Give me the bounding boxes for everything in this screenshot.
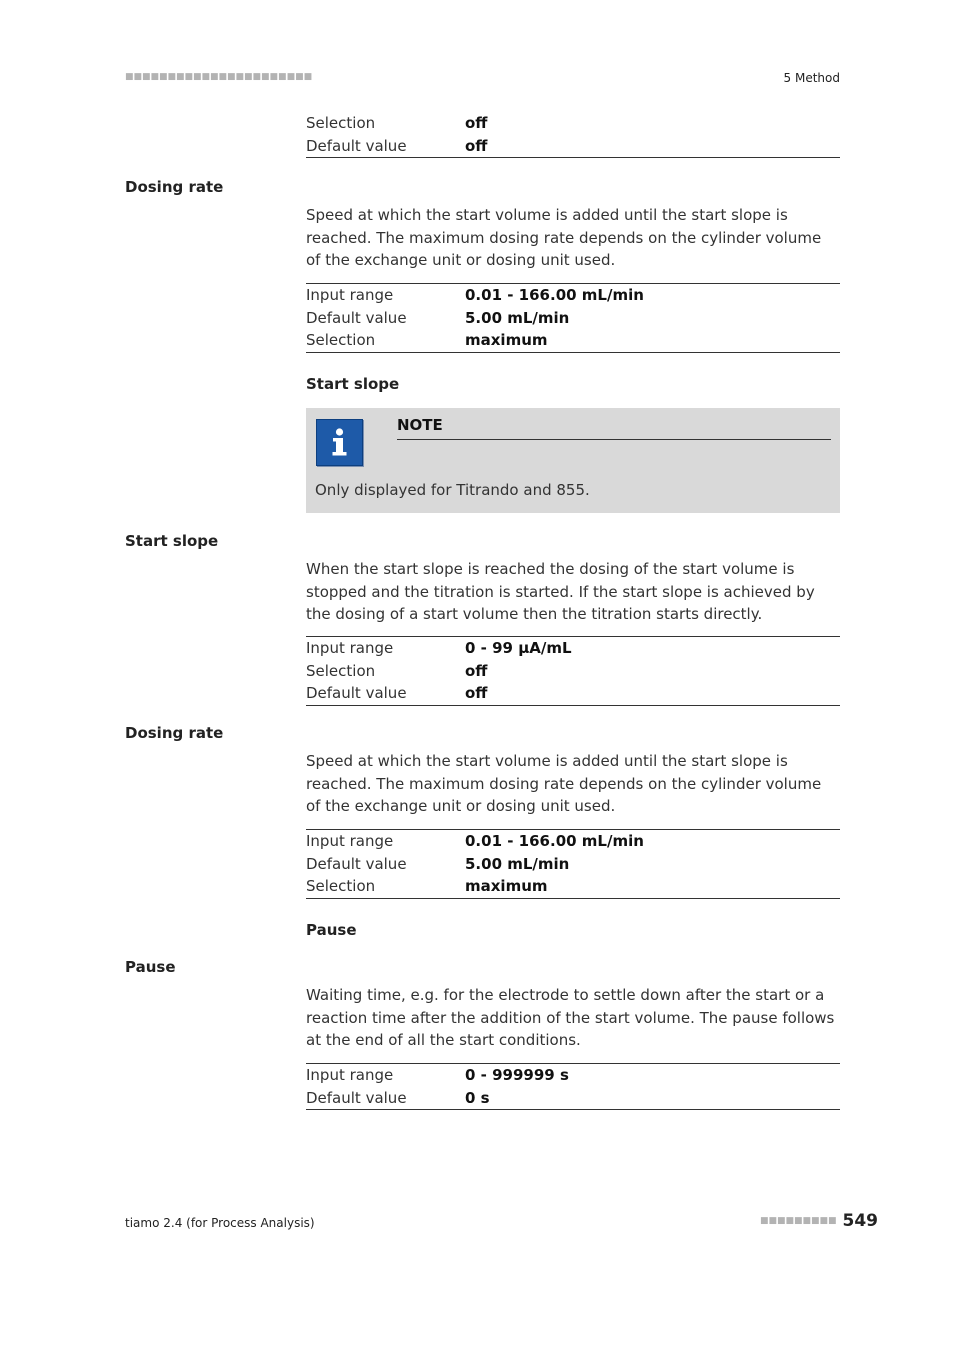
note-title: NOTE [397,416,443,434]
table-row [306,329,840,352]
note-box [306,408,840,513]
table-row [306,875,840,898]
start-slope-description: When the start slope is reached the dosing of the start volume is stopped and the titration is started. If the start slope is achieved by the dosing of a start volume then the titration starts directly. [306,560,815,623]
param-value: off [465,114,488,133]
section-heading-start-slope: Start slope [125,532,219,550]
param-value: 5.00 mL/min [465,854,570,873]
note-text: Only displayed for Titrando and 855. [315,481,590,499]
subsection-heading-pause: Pause [306,921,357,939]
chapter-title: 5 Method [783,71,840,85]
footer-page-info [760,1211,878,1231]
dosing-rate-description-2: Speed at which the start volume is added until the start slope is reached. The maximum dosing rate depends on the cylinder volume of the exchange unit or dosing unit used. [306,752,822,815]
table-row [306,853,840,876]
section-heading-dosing-rate: Dosing rate [125,178,224,196]
table-row [306,135,840,158]
param-value: off [465,136,488,155]
param-key: Selection [306,331,376,350]
table-row [306,682,840,705]
table-row [306,1087,840,1110]
param-value: maximum [465,877,548,896]
section-heading-pause: Pause [125,958,176,976]
param-table-dosing-rate [306,283,840,353]
param-key: Input range [306,639,394,658]
param-table-selection [306,112,840,158]
dosing-rate-description: Speed at which the start volume is added until the start slope is reached. The maximum dosing rate depends on the cylinder volume of the exchange unit or dosing unit used. [306,206,822,269]
param-table-start-slope [306,636,840,706]
param-key: Selection [306,661,376,680]
pause-description: Waiting time, e.g. for the electrode to settle down after the start or a reaction time after the addition of the start volume. The pause follows at the end of all the start conditions. [306,986,835,1049]
table-row [306,112,840,135]
table-row [306,830,840,853]
footer-decoration: ■■■■■■■■■ [759,1216,837,1226]
table-row [306,307,840,330]
param-value: 0.01 - 166.00 mL/min [465,832,644,851]
info-icon [316,419,363,466]
param-table-pause [306,1063,840,1110]
param-value: maximum [465,331,548,350]
table-row [306,637,840,660]
param-key: Default value [306,854,407,873]
subsection-heading-start-slope: Start slope [306,375,400,393]
header-decoration: ■■■■■■■■■■■■■■■■■■■■■■ [125,72,313,82]
param-key: Default value [306,684,407,703]
param-key: Selection [306,114,376,133]
page-number: 549 [842,1211,878,1231]
param-key: Input range [306,1066,394,1085]
param-key: Default value [306,136,407,155]
param-value: off [465,684,488,703]
param-value: 0 - 999999 s [465,1066,569,1085]
footer-product-name: tiamo 2.4 (for Process Analysis) [125,1216,315,1230]
param-key: Selection [306,877,376,896]
table-row [306,284,840,307]
note-divider [397,439,831,440]
param-value: 0 s [465,1088,490,1107]
param-key: Default value [306,308,407,327]
param-value: off [465,661,488,680]
param-key: Default value [306,1088,407,1107]
param-key: Input range [306,286,394,305]
section-heading-dosing-rate-2: Dosing rate [125,724,224,742]
table-row [306,660,840,683]
param-value: 0.01 - 166.00 mL/min [465,286,644,305]
param-value: 5.00 mL/min [465,308,570,327]
table-row [306,1064,840,1087]
param-table-dosing-rate-2 [306,829,840,899]
param-key: Input range [306,832,394,851]
param-value: 0 - 99 µA/mL [465,639,572,658]
